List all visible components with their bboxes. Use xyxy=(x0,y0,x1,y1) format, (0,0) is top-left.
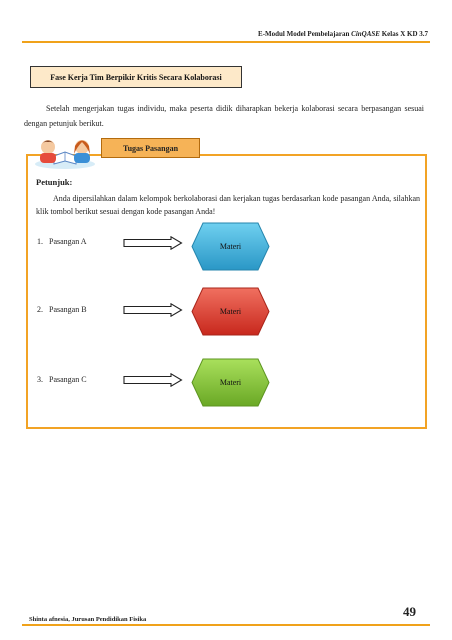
pair-a-label: 1. Pasangan A xyxy=(37,237,87,246)
arrow-right-icon xyxy=(123,236,183,250)
pair-a-materi-button[interactable] xyxy=(191,222,270,271)
header-suffix: Kelas X KD 3.7 xyxy=(379,30,428,38)
intro-paragraph xyxy=(24,101,424,131)
header-prefix: E-Modul Model Pembelajaran xyxy=(258,30,352,38)
pair-b-button-label: Materi xyxy=(219,307,242,316)
instructions-title: Petunjuk: xyxy=(36,177,73,187)
pair-c-label: 3. Pasangan C xyxy=(37,375,87,384)
page-number: 49 xyxy=(403,604,416,619)
section-title: Fase Kerja Tim Berpikir Kritis Secara Kolaborasi xyxy=(50,72,222,82)
footer-divider xyxy=(22,624,430,626)
arrow-right-icon xyxy=(123,303,183,317)
pair-b-materi-button[interactable] xyxy=(191,287,270,336)
pair-c-button-label: Materi xyxy=(219,378,242,387)
section-title-box xyxy=(30,66,242,88)
header-model-name: CinQASE xyxy=(351,30,380,38)
pair-b-label: 2. Pasangan B xyxy=(37,305,87,314)
instructions-paragraph xyxy=(36,192,420,218)
footer-author: Shinta afnesia, Jurusan Pendidikan Fisika xyxy=(29,616,147,623)
pair-c-materi-button[interactable] xyxy=(191,358,270,407)
task-tab-label xyxy=(101,138,200,158)
tab-label-text: Tugas Pasangan xyxy=(122,143,179,153)
page-header xyxy=(258,30,428,38)
intro-text: Setelah mengerjakan tugas individu, maka peserta didik diharapkan bekerja kolaborasi secara berpasangan sesuai dengan petunjuk berikut. xyxy=(24,104,424,128)
pair-a-button-label: Materi xyxy=(219,242,242,251)
kids-reading-illustration xyxy=(32,134,98,170)
instructions-text: Anda dipersilahkan dalam kelompok berkolaborasi dan kerjakan tugas berdasarkan kode pasangan Anda, silahkan klik tombol berikut sesuai dengan kode pasangan Anda! xyxy=(36,194,420,216)
header-divider xyxy=(22,41,430,43)
arrow-right-icon xyxy=(123,373,183,387)
